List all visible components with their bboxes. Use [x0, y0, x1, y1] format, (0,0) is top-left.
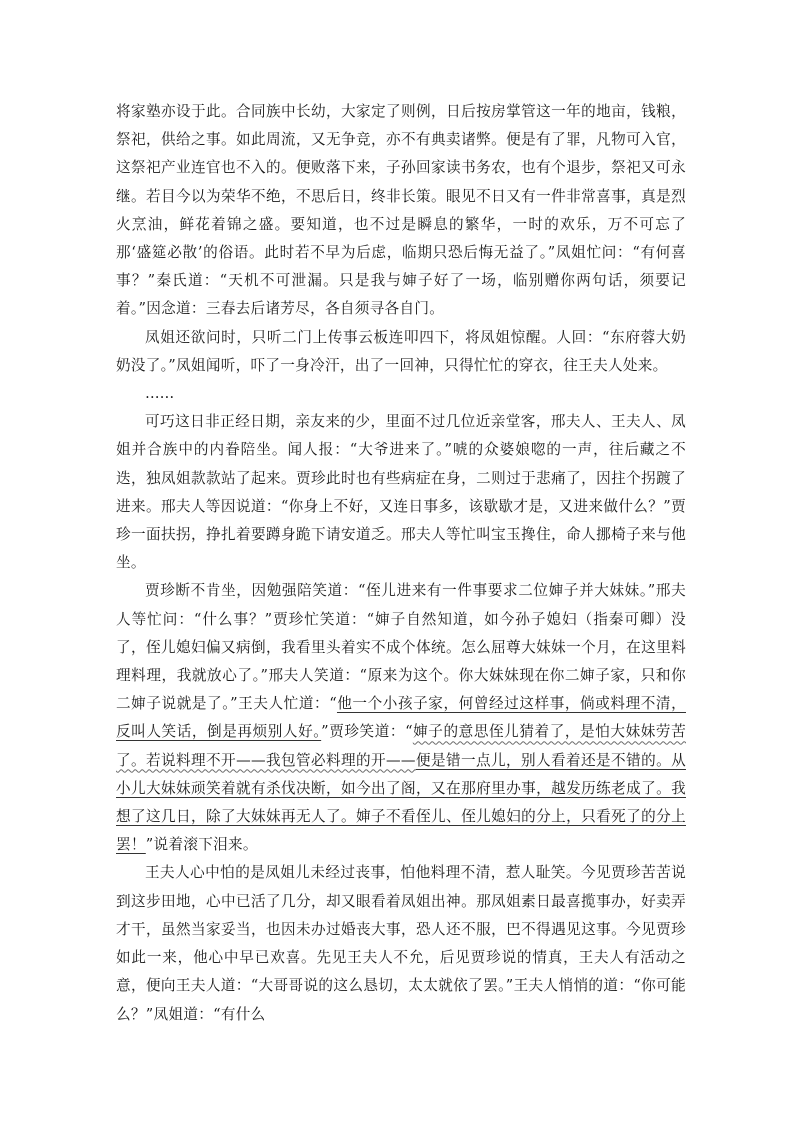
paragraph-4-text-a: 贾珍断不肯坐，因勉强陪笑道：“侄儿进来有一件事要求二位婶子并大妹妹。”邢夫人等忙问：“什么事？”贾珍忙笑道：“婶子自然知道，如今孙子媳妇（指秦可卿）没了，侄儿媳妇偏又病倒，我看里头着实不成个体统。怎么屈尊大妹妹一个月，在这里料理料理，我就放心了。”邢夫人笑道：“原来为这个。你大妹妹现在你二婶子家，只和你二婶子说就是了。”王夫人忙道：“	[116, 582, 686, 713]
paragraph-1: 将家塾亦设于此。合同族中长幼，大家定了则例，日后按房掌管这一年的地亩，钱粮，祭祀，供给之事。如此周流，又无争竞，亦不有典卖诸弊。便是有了罪，凡物可入官，这祭祀产业连官也不入的。便败落下来，子孙回家读书务农，也有个退步，祭祀又可永继。若目今以为荣华不绝，不思后日，终非长策。眼见不日又有一件非常喜事，真是烈火烹油，鲜花着锦之盛。要知道，也不过是瞬息的繁华，一时的欢乐，万不可忘了那‘盛筵必散’的俗语。此时若不早为后虑，临期只恐后悔无益了。”凤姐忙问：“有何喜事？”秦氏道：“天机不可泄漏。只是我与婶子好了一场，临别赠你两句话，须要记着。”因念道：三春去后诸芳尽，各自须寻各自门。	[116, 103, 686, 318]
wavy-underlined-passage: 婶子的意思侄儿猜着了，是怕大妹妹劳苦了。若说料理不开——我包管必料理的开——	[116, 723, 686, 769]
paragraph-5: 王夫人心中怕的是凤姐儿未经过丧事，怕他料理不清，惹人耻笑。今见贾珍苦苦说到这步田地，心中已活了几分，却又眼看着凤姐出神。那凤姐素日最喜揽事办，好卖弄才干，虽然当家妥当，也因未办过婚丧大事，恐人还不服，巴不得遇见这事。今见贾珍如此一来，他心中早已欢喜。先见王夫人不允，后见贾珍说的情真，王夫人有活动之意，便向王夫人道：“大哥哥说的这么恳切，太太就依了罢。”王夫人悄悄的道：“你可能么？”凤姐道：“有什么	[116, 864, 686, 1023]
paragraph-3: 可巧这日非正经日期，亲友来的少，里面不过几位近亲堂客，邢夫人、王夫人、凤姐并合族中的内眷陪坐。闻人报：“大爷进来了。”唬的众婆娘唿的一声，往后藏之不迭，独凤姐款款站了起来。贾珍此时也有些病症在身，二则过于悲痛了，因拄个拐踱了进来。邢夫人等因说道：“你身上不好，又连日事多，该歇歇才是，又进来做什么？”贾珍一面扶拐，挣扎着要蹲身跪下请安道乏。邢夫人等忙叫宝玉搀住，命人挪椅子来与他坐。	[116, 413, 686, 572]
paragraph-4-text-b: ”贾珍笑道：“	[321, 723, 413, 741]
ellipsis-divider: ……	[145, 385, 175, 403]
document-page	[116, 98, 686, 1029]
paragraph-4	[116, 577, 686, 859]
paragraph-4-text-c: ”说着滚下泪来。	[145, 836, 258, 854]
paragraph-2: 凤姐还欲问时，只听二门上传事云板连叩四下，将凤姐惊醒。人回：“东府蓉大奶奶没了。”凤姐闻听，吓了一身冷汗，出了一回神，只得忙忙的穿衣，往王夫人处来。	[116, 328, 686, 374]
underlined-passage-jiazhen: 便是错一点儿，别人看着还是不错的。从小儿大妹妹顽笑着就有杀伐决断，如今出了阁，又在那府里办事，越发历练老成了。我想了这几日，除了大妹妹再无人了。婶子不看侄儿、侄儿媳妇的分上，只看死了的分上罢！	[116, 751, 686, 854]
underlined-passage-wang: 他一个小孩子家，何曾经过这样事，倘或料理不清，反叫人笑话，倒是再烦别人好。	[116, 695, 686, 741]
